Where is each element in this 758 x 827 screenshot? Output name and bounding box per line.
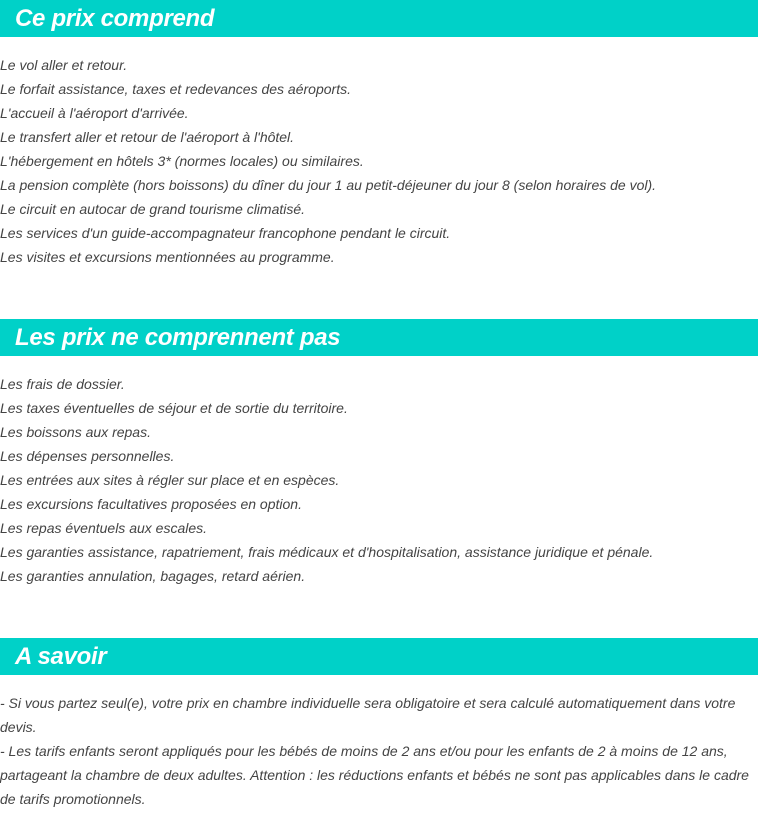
list-item: Le forfait assistance, taxes et redevances des aéroports. <box>0 81 351 97</box>
note-paragraph: - Si vous partez seul(e), votre prix en chambre individuelle sera obligatoire et sera calculé automatiquement dans votre devis. <box>0 695 736 735</box>
list-item: Les frais de dossier. <box>0 376 125 392</box>
list-item: Les garanties assistance, rapatriement, frais médicaux et d'hospitalisation, assistance juridique et pénale. <box>0 544 654 560</box>
list-item: Les services d'un guide-accompagnateur francophone pendant le circuit. <box>0 225 451 241</box>
notes-section <box>0 638 758 811</box>
list-item: L'accueil à l'aéroport d'arrivée. <box>0 105 189 121</box>
notes-body <box>0 691 758 811</box>
list-item: Le transfert aller et retour de l'aéroport à l'hôtel. <box>0 129 295 145</box>
price-includes-header <box>0 0 758 37</box>
list-item: Les taxes éventuelles de séjour et de sortie du territoire. <box>0 400 348 416</box>
list-item: Le vol aller et retour. <box>0 57 128 73</box>
price-includes-list <box>0 53 758 269</box>
notes-title: A savoir <box>15 642 107 670</box>
list-item: Les dépenses personnelles. <box>0 448 175 464</box>
note-paragraph: - Les tarifs enfants seront appliqués pour les bébés de moins de 2 ans et/ou pour les enfants de 2 à moins de 12 ans, partageant la chambre de deux adultes. Attention : les réductions enfants et bébés ne sont pas applicables dans le cadre de tarifs promotionnels. <box>0 743 749 807</box>
price-excludes-title: Les prix ne comprennent pas <box>15 323 341 351</box>
price-includes-title: Ce prix comprend <box>15 4 215 32</box>
list-item: Les repas éventuels aux escales. <box>0 520 208 536</box>
list-item: Les garanties annulation, bagages, retard aérien. <box>0 568 306 584</box>
list-item: La pension complète (hors boissons) du dîner du jour 1 au petit-déjeuner du jour 8 (selon horaires de vol). <box>0 177 657 193</box>
price-excludes-list <box>0 372 758 588</box>
list-item: Les boissons aux repas. <box>0 424 151 440</box>
price-excludes-header <box>0 319 758 356</box>
notes-header <box>0 638 758 675</box>
price-includes-section <box>0 0 758 269</box>
list-item: Le circuit en autocar de grand tourisme climatisé. <box>0 201 306 217</box>
list-item: Les entrées aux sites à régler sur place et en espèces. <box>0 472 340 488</box>
price-excludes-section <box>0 319 758 588</box>
list-item: Les visites et excursions mentionnées au programme. <box>0 249 335 265</box>
list-item: Les excursions facultatives proposées en option. <box>0 496 302 512</box>
list-item: L'hébergement en hôtels 3* (normes locales) ou similaires. <box>0 153 364 169</box>
